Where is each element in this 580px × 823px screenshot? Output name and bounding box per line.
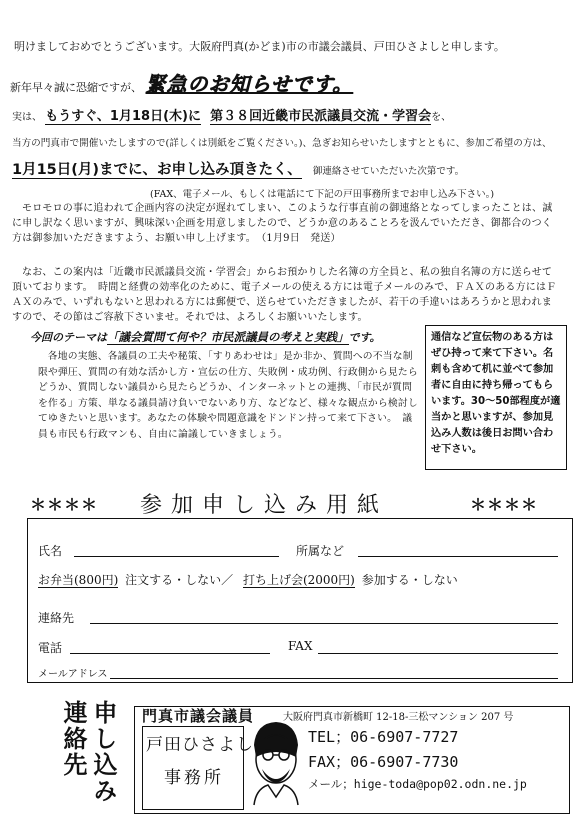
deadline-text: 1月15日(月)までに、お申し込み頂きたく、: [12, 162, 302, 178]
event-prefix: 実は、: [12, 112, 42, 123]
deadline-suffix: 御連絡させていただいた次第です。: [312, 166, 465, 177]
contact-note: (FAX、電子メール、もしくは電話にて下記の戸田事務所までお申し込み下さい。): [150, 189, 495, 200]
affiliation-label: 所属など: [296, 544, 345, 558]
footer-org-line: 門真市議会議員: [142, 707, 255, 725]
urgent-prefix: 新年早々誠に恐縮ですが、: [10, 81, 142, 94]
notice-box-text: 通信など宣伝物のある方はぜひ持って来て下さい。名刺も含めて机に並べて参加者に自由に持ち帰ってもらいます。30～50部程度が適当かと思いますが、参加見込み人数は後日お問い合わせ下さい。: [431, 332, 561, 455]
theme-title: 「議会質問て何や？市民派議員の考えと実践」: [107, 330, 349, 344]
footer-org-name2: 事務所: [164, 768, 224, 788]
venue-line: 当方の門真市で開催いたしますので(詳しくは別紙をご覧ください。)、急ぎお知らせいたしますとともに、参加ご希望の方は、: [12, 138, 552, 149]
phone-label: 電話: [38, 641, 63, 655]
footer-tel: TEL；06-6907-7727: [308, 728, 459, 746]
form-stars-right: ＊＊＊＊: [470, 495, 539, 514]
event-line: [12, 105, 572, 124]
portrait-illustration: [246, 717, 306, 807]
affiliation-field[interactable]: [358, 556, 558, 557]
deadline-line: [12, 158, 572, 179]
contact-label: 連絡先: [38, 611, 75, 625]
form-stars-left: ＊＊＊＊: [30, 495, 99, 514]
theme-prefix: 今回のテーマは: [30, 331, 107, 344]
fax-label: FAX: [288, 639, 313, 653]
footer-org-name1: 戸田ひさよし: [146, 735, 254, 755]
footer-address: 大阪府門真市新橋町 12-18-三松マンション 207 号: [283, 712, 514, 723]
form-title: 参加申し込み用紙: [140, 493, 389, 518]
paragraph-mailing: なお、この案内は「近畿市民派議員交流・学習会」からお預かりした名簿の方全員と、私の独自名簿の方に送らせて頂いております。 時間と経費の効率化のために、電子メールの使える方には電子メールのみで、ＦＡＸのある方にはＦＡＸのみで、いずれもないと思われる方には郵便で、送らせていただきましたが、若干の手違いはあろうかと思われますので、その節はご容赦下さいませ。それでは、よろしくお願いいたします。: [12, 267, 557, 323]
event-suffix: を、: [431, 112, 452, 123]
email-field[interactable]: [110, 678, 558, 679]
theme-heading: [30, 329, 420, 345]
footer-mail: メール；hige-toda@pop02.odn.ne.jp: [308, 777, 527, 791]
greeting-line: 明けましておめでとうございます。大阪府門真(かどま)市の市議会議員、戸田ひさよしと申します。: [14, 40, 505, 53]
party-label: 打ち上げ会(2000円): [242, 573, 355, 587]
options-line: [38, 571, 568, 588]
event-title: 第３８回近畿市民派議員交流・学習会: [210, 109, 432, 124]
urgent-line: [10, 68, 570, 97]
bento-label: お弁当(800円): [38, 573, 119, 587]
paragraph-apology: モロモロの事に追われて企画内容の決定が遅れてしまい、このような行事直前の御連絡となってしまったことは、誠に申し訳なく思いますが、興味深い企画を用意しましたので、どうか意のあることろを汲んでいただき、御都合のつく方は御参加いただきますよう、お願い申し上げます。 （1月9日 発送）: [12, 203, 553, 244]
party-choice[interactable]: 参加する・しない: [361, 573, 458, 587]
name-field[interactable]: [74, 556, 279, 557]
email-label: メールアドレス: [38, 669, 108, 680]
phone-field[interactable]: [70, 653, 270, 654]
name-label: 氏名: [38, 544, 63, 558]
event-date: もうすぐ、1月18日(木)に: [45, 109, 201, 124]
theme-body: 各地の実態、各議員の工夫や秘策、「すりあわせは」是か非か、質問への不当な制限や弾圧、質問の有効な活かし方・宣伝の仕方、失敗例・成功例、行政側から見たらどうか、質問しない議員から見たらどうか、インターネットとの連携、「市民が質問を作る」方策、単なる議員請け負いでないあり方、などなど、様々な観点から検討してゆきたいと思います。あなたの体験や問題意識をドンドン持って来て下さい。 議員も市民も行政マンも、自由に論議していきましょう。: [38, 351, 418, 440]
bento-choice[interactable]: 注文する・しない／: [125, 573, 234, 587]
notice-box: [425, 325, 567, 470]
form-header: [30, 488, 570, 518]
footer-fax: FAX；06-6907-7730: [308, 753, 459, 771]
footer-side-label: 申し込み連絡先: [59, 700, 117, 804]
fax-field[interactable]: [318, 653, 558, 654]
contact-field[interactable]: [90, 623, 558, 624]
urgent-headline: 緊急のお知らせです。: [145, 72, 354, 96]
theme-suffix: です。: [348, 331, 381, 344]
